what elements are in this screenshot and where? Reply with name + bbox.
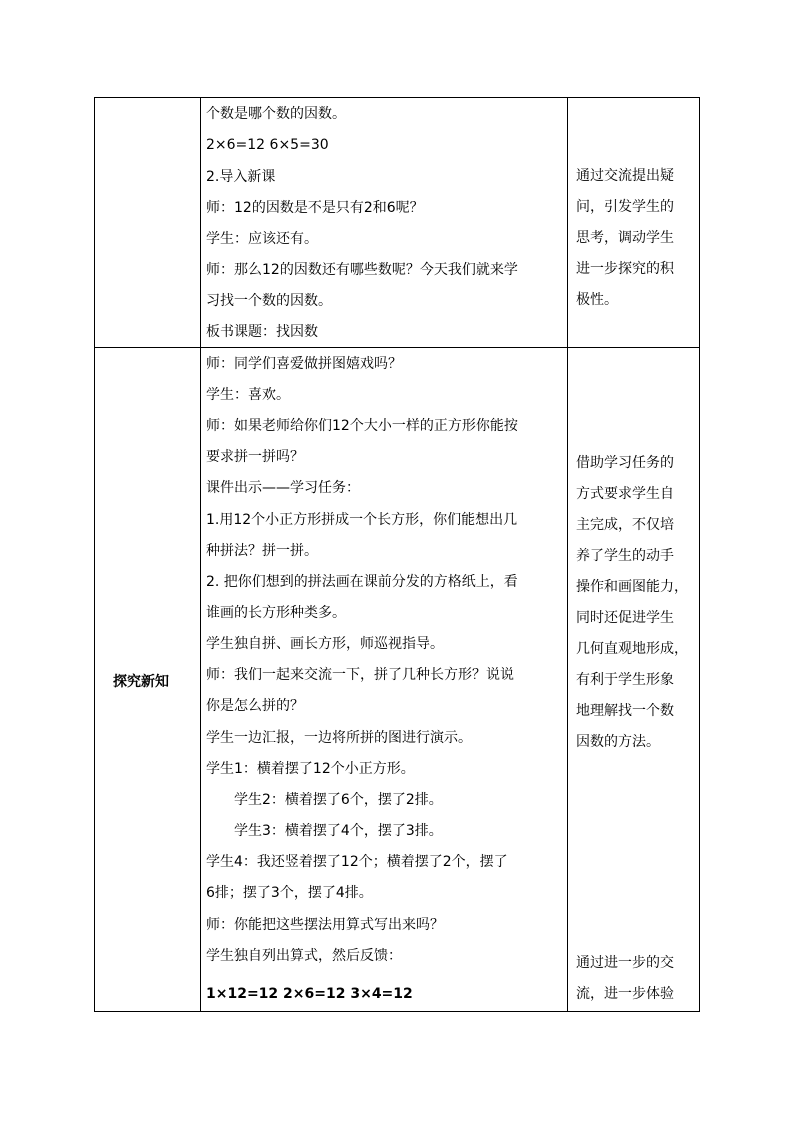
note-line: 操作和画图能力， <box>576 579 688 595</box>
column-divider-1 <box>200 98 201 1011</box>
process-line: 学生4：我还竖着摆了12个；横着摆了2个，摆了 <box>206 854 508 870</box>
process-line: 种拼法？拼一拼。 <box>206 543 318 559</box>
process-line: 师：如果老师给你们12个大小一样的正方形你能按 <box>206 418 518 434</box>
note-line: 通过进一步的交 <box>576 955 674 971</box>
process-line: 师：你能把这些摆法用算式写出来吗？ <box>206 917 444 933</box>
note-line: 地理解找一个数 <box>576 703 674 719</box>
note-line: 主完成，不仅培 <box>576 517 674 533</box>
note-line: 同时还促进学生 <box>576 610 674 626</box>
process-line: 学生2：横着摆了6个，摆了2排。 <box>234 792 443 808</box>
process-line: 个数是哪个数的因数。 <box>206 106 346 122</box>
process-line: 2×6=12 6×5=30 <box>206 137 329 153</box>
note-line: 思考，调动学生 <box>576 230 674 246</box>
process-line: 学生独自列出算式，然后反馈： <box>206 948 402 964</box>
process-line: 要求拼一拼吗？ <box>206 449 304 465</box>
column-divider-2 <box>567 98 568 1011</box>
process-line: 师：我们一起来交流一下，拼了几种长方形？说说 <box>206 667 514 683</box>
process-line: 谁画的长方形种类多。 <box>206 605 346 621</box>
row-divider <box>95 347 699 348</box>
process-line: 师：12的因数是不是只有2和6呢？ <box>206 200 424 216</box>
note-line: 方式要求学生自 <box>576 486 674 502</box>
note-line: 极性。 <box>576 292 618 308</box>
process-line: 学生：喜欢。 <box>206 387 290 403</box>
note-line: 有利于学生形象 <box>576 672 674 688</box>
process-line: 2.导入新课 <box>206 169 276 185</box>
note-line: 问，引发学生的 <box>576 199 674 215</box>
process-line: 课件出示——学习任务： <box>206 480 360 496</box>
process-line: 学生1：横着摆了12个小正方形。 <box>206 761 415 777</box>
process-line: 1.用12个小正方形拼成一个长方形，你们能想出几 <box>206 512 518 528</box>
stage-label: 探究新知 <box>113 674 169 690</box>
process-line: 学生：应该还有。 <box>206 231 318 247</box>
note-line: 流，进一步体验 <box>576 986 674 1002</box>
process-line: 你是怎么拼的？ <box>206 698 304 714</box>
note-line: 借助学习任务的 <box>576 455 674 471</box>
process-line: 6排；摆了3个，摆了4排。 <box>206 885 373 901</box>
process-line: 2. 把你们想到的拼法画在课前分发的方格纸上，看 <box>206 574 518 590</box>
note-line: 因数的方法。 <box>576 734 660 750</box>
process-line: 习找一个数的因数。 <box>206 293 332 309</box>
process-line: 学生一边汇报，一边将所拼的图进行演示。 <box>206 730 472 746</box>
process-line: 板书课题：找因数 <box>206 324 318 340</box>
note-line: 通过交流提出疑 <box>576 168 674 184</box>
process-line-equations: 1×12=12 2×6=12 3×4=12 <box>206 986 413 1002</box>
process-line: 师：那么12的因数还有哪些数呢？今天我们就来学 <box>206 262 518 278</box>
note-line: 进一步探究的积 <box>576 261 674 277</box>
process-line: 学生独自拼、画长方形，师巡视指导。 <box>206 636 444 652</box>
lesson-plan-table <box>94 97 700 1012</box>
note-line: 养了学生的动手 <box>576 548 674 564</box>
process-line: 学生3：横着摆了4个，摆了3排。 <box>234 823 443 839</box>
note-line: 几何直观地形成， <box>576 641 688 657</box>
process-line: 师：同学们喜爱做拼图嬉戏吗？ <box>206 356 402 372</box>
